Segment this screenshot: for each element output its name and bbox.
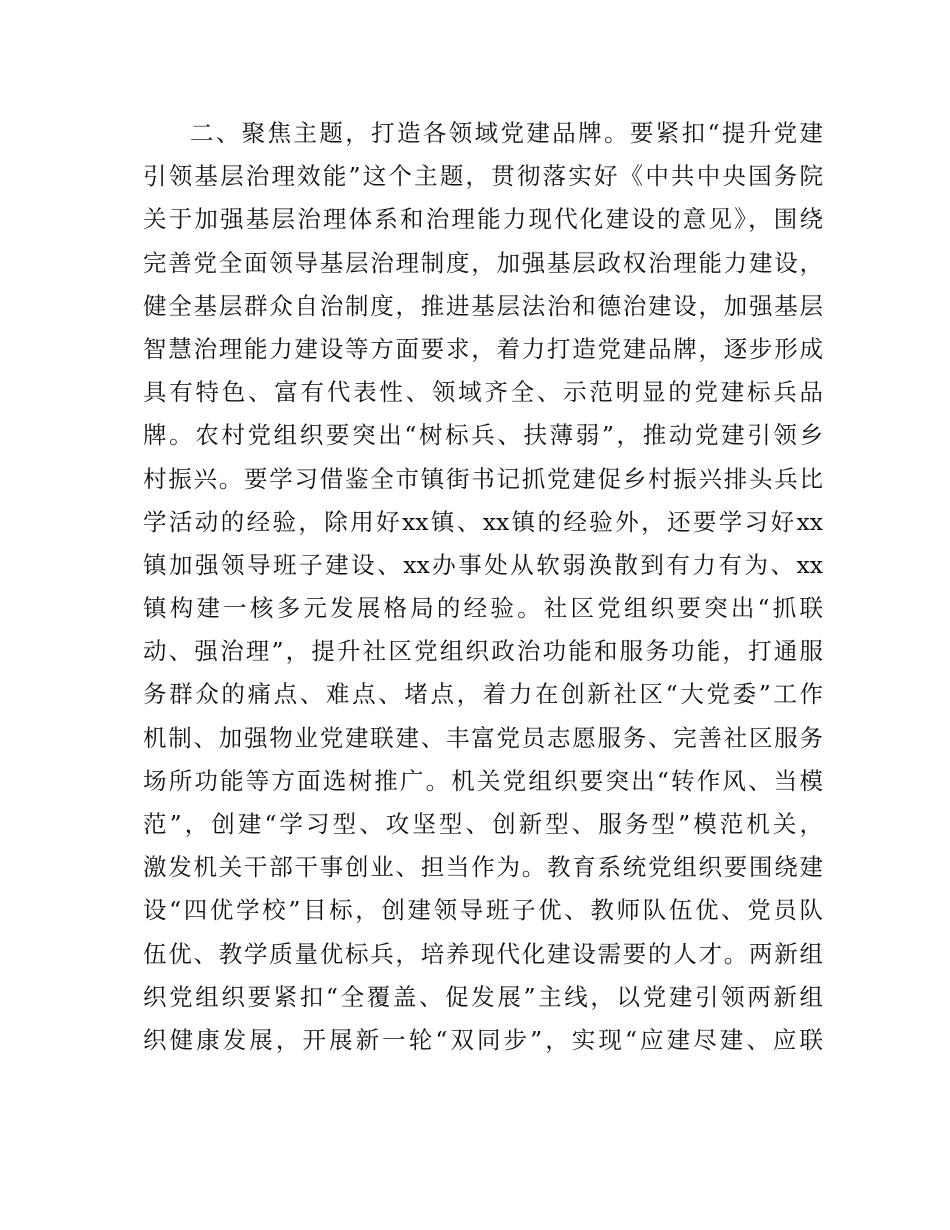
paragraph-line-6: 智慧治理能力建设等方面要求，着力打造党建品牌，逐步形成 (143, 334, 823, 363)
paragraph-line-10: 学活动的经验，除用好xx镇、xx镇的经验外，还要学习好xx (143, 507, 823, 536)
paragraph-line-1: 二、聚焦主题，打造各领域党建品牌。要紧扣“提升党建 (190, 119, 823, 147)
paragraph-line-20: 伍优、教学质量优标兵，培养现代化建设需要的人才。两新组 (143, 939, 823, 968)
paragraph-line-7: 具有特色、富有代表性、领域齐全、示范明显的党建标兵品 (143, 378, 823, 407)
paragraph-line-16: 场所功能等方面选树推广。机关党组织要突出“转作风、当模 (143, 766, 823, 795)
paragraph-line-8: 牌。农村党组织要突出“树标兵、扶薄弱”，推动党建引领乡 (143, 421, 823, 450)
body-paragraph (143, 112, 823, 1062)
paragraph-line-13: 动、强治理”，提升社区党组织政治功能和服务功能，打通服 (143, 637, 823, 666)
paragraph-line-22: 织健康发展，开展新一轮“双同步”，实现“应建尽建、应联 (143, 1025, 823, 1054)
paragraph-line-14: 务群众的痛点、难点、堵点，着力在创新社区“大党委”工作 (143, 680, 823, 709)
paragraph-line-5: 健全基层群众自治制度，推进基层法治和德治建设，加强基层 (143, 291, 823, 320)
paragraph-line-9: 村振兴。要学习借鉴全市镇街书记抓党建促乡村振兴排头兵比 (143, 464, 823, 493)
paragraph-line-18: 激发机关干部干事创业、担当作为。教育系统党组织要围绕建 (143, 853, 823, 882)
paragraph-line-12: 镇构建一核多元发展格局的经验。社区党组织要突出“抓联 (143, 594, 823, 623)
paragraph-line-11: 镇加强领导班子建设、xx办事处从软弱涣散到有力有为、xx (143, 550, 823, 579)
paragraph-line-19: 设“四优学校”目标，创建领导班子优、教师队伍优、党员队 (143, 896, 823, 925)
paragraph-line-17: 范”，创建“学习型、攻坚型、创新型、服务型”模范机关， (143, 810, 823, 838)
paragraph-line-4: 完善党全面领导基层治理制度，加强基层政权治理能力建设， (143, 248, 823, 277)
paragraph-line-3: 关于加强基层治理体系和治理能力现代化建设的意见》，围绕 (143, 205, 823, 234)
paragraph-line-2: 引领基层治理效能”这个主题，贯彻落实好《中共中央国务院 (143, 162, 823, 191)
paragraph-line-15: 机制、加强物业党建联建、丰富党员志愿服务、完善社区服务 (143, 723, 823, 752)
paragraph-line-21: 织党组织要紧扣“全覆盖、促发展”主线，以党建引领两新组 (143, 982, 823, 1011)
